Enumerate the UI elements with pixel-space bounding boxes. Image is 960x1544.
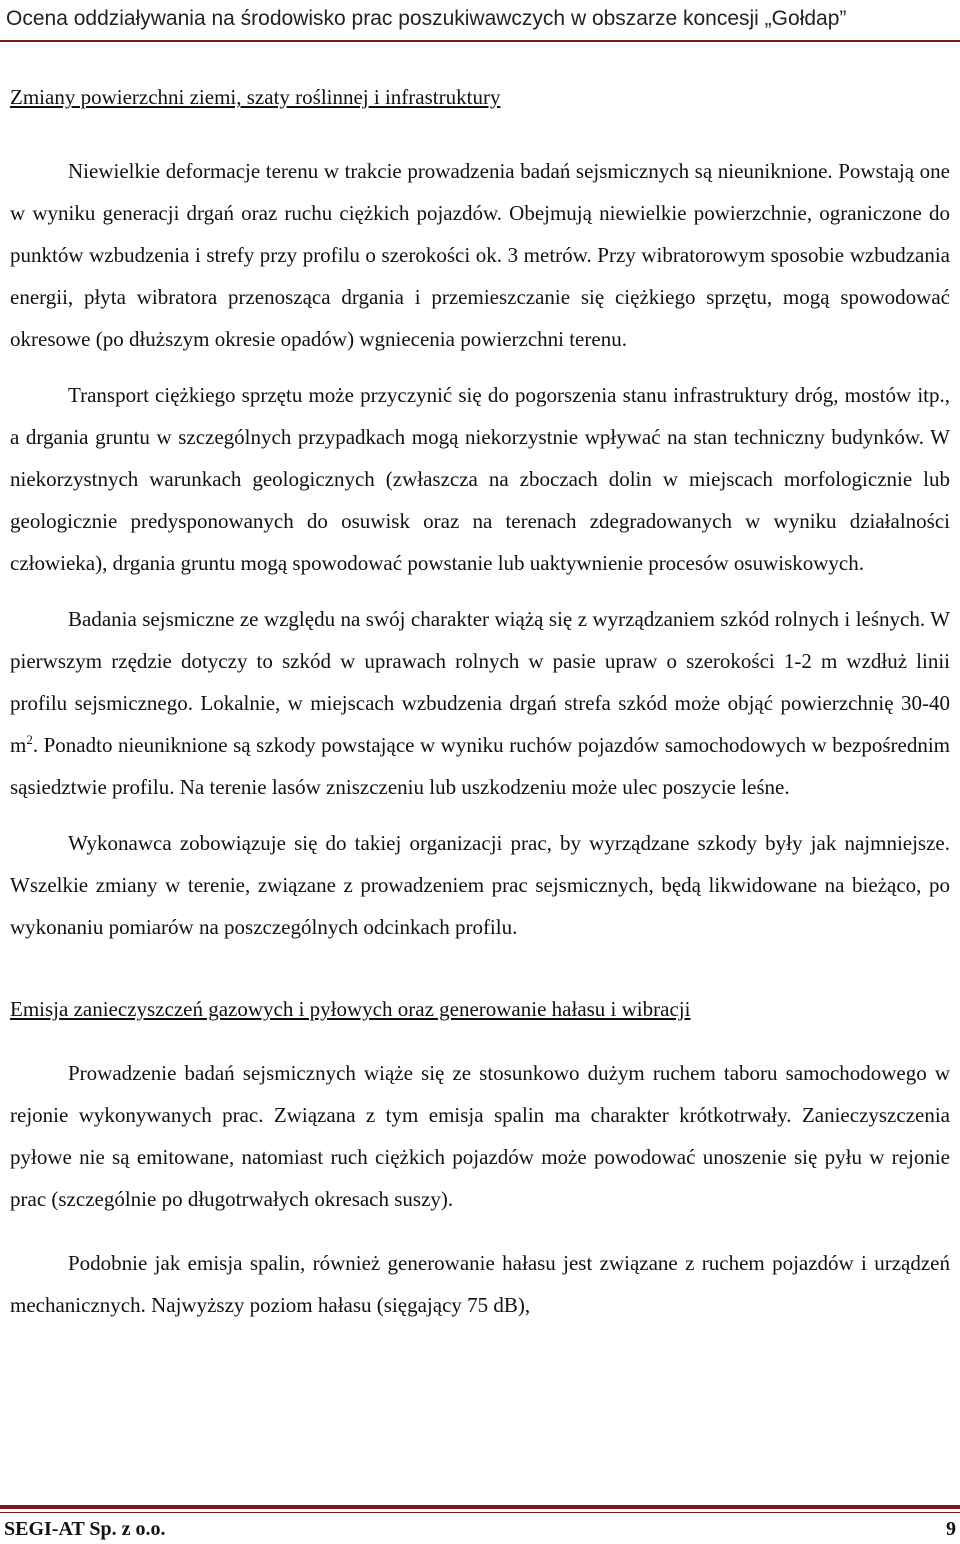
footer-company: SEGI-AT Sp. z o.o. [4, 1518, 166, 1540]
paragraph: Niewielkie deformacje terenu w trakcie prowadzenia badań sejsmicznych są nieuniknione. Powstają one w wyniku generacji drgań oraz ruchu ciężkich pojazdów. Obejmują niewielkie powierzchnie, ograniczone do punktów wzbudzenia i strefy przy profilu o szerokości ok. 3 metrów. Przy wibratorowym sposobie wzbudzania energii, płyta wibratora przenosząca drgania i przemieszczanie się ciężkiego sprzętu, mogą spowodować okresowe (po dłuższym okresie opadów) wgniecenia powierzchni terenu. [10, 159, 950, 351]
paragraph-with-superscript [10, 598, 950, 808]
paragraph: Podobnie jak emisja spalin, również generowanie hałasu jest związane z ruchem pojazdów i urządzeń mechanicznych. Najwyższy poziom hałasu (sięgający 75 dB), [10, 1251, 950, 1317]
header-rule [0, 40, 960, 42]
page-header [6, 2, 954, 42]
section-heading-emissions: Emisja zanieczyszczeń gazowych i pyłowych oraz generowanie hałasu i wibracji [10, 997, 691, 1021]
page-number: 9 [946, 1518, 956, 1540]
paragraph: Transport ciężkiego sprzętu może przyczynić się do pogorszenia stanu infrastruktury dróg, mostów itp., a drgania gruntu w szczególnych przypadkach mogą niekorzystnie wpływać na stan techniczny budynków. W niekorzystnych warunkach geologicznych (zwłaszcza na zboczach dolin w miejscach morfologicznie lub geologicznie predysponowanych do osuwisk oraz na terenach zdegradowanych w wyniku działalności człowieka), drgania gruntu mogą spowodować powstanie lub uaktywnienie procesów osuwiskowych. [10, 383, 950, 575]
paragraph-text: Badania sejsmiczne ze względu na swój charakter wiążą się z wyrządzaniem szkód rolnych i leśnych. W pierwszym rzędzie dotyczy to szkód w uprawach rolnych w pasie upraw o szerokości 1-2 m wzdłuż linii profilu sejsmicznego. Lokalnie, w miejscach wzbudzenia drgań strefa szkód może objąć powierzchnię 30-40 m [10, 607, 950, 757]
section-heading-land-changes: Zmiany powierzchni ziemi, szaty roślinnej i infrastruktury [10, 85, 501, 109]
paragraph: Wykonawca zobowiązuje się do takiej organizacji prac, by wyrządzane szkody były jak najmniejsze. Wszelkie zmiany w terenie, związane z prowadzeniem prac sejsmicznych, będą likwidowane na bieżąco, po wykonaniu pomiarów na poszczególnych odcinkach profilu. [10, 831, 950, 939]
document-body [10, 76, 950, 1326]
footer-rule-thin [0, 1512, 960, 1513]
document-title: Ocena oddziaływania na środowisko prac poszukiwawczych w obszarze koncesji „Gołdap” [6, 7, 847, 30]
paragraph: Prowadzenie badań sejsmicznych wiąże się ze stosunkowo dużym ruchem taboru samochodowego w rejonie wykonywanych prac. Związana z tym emisja spalin ma charakter krótkotrwały. Zanieczyszczenia pyłowe nie są emitowane, natomiast ruch ciężkich pojazdów może powodować unoszenie się pyłu w rejonie prac (szczególnie po długotrwałych okresach suszy). [10, 1061, 950, 1211]
superscript: 2 [26, 732, 33, 747]
paragraph-text: . Ponadto nieuniknione są szkody powstające w wyniku ruchów pojazdów samochodowych w bezpośrednim sąsiedztwie profilu. Na terenie lasów zniszczeniu lub uszkodzeniu może ulec poszycie leśne. [10, 733, 950, 799]
footer-rule [0, 1505, 960, 1509]
